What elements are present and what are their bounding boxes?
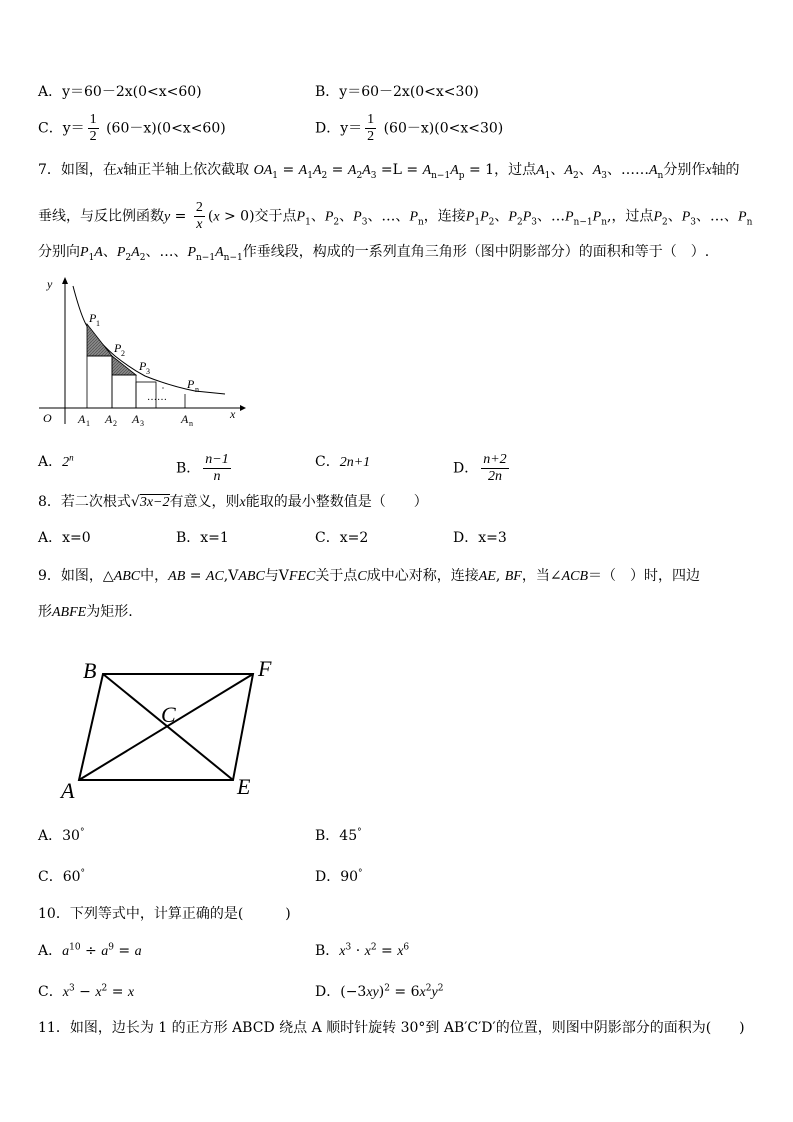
q7-line-3: 分别向$P_1A$、$P_2A_2$、…、$P_{n-1}A_{n-1}$作垂线段，构成的一系列直角三角形（图中阴影部分）的面积和等于（ ）.: [38, 244, 710, 263]
q7-option-d: D． $\frac{n+2}{2n}$: [453, 452, 507, 484]
svg-text:P: P: [187, 377, 195, 391]
svg-text:B: B: [83, 658, 97, 683]
q6-c-fraction: $\frac{1}{2}$: [89, 112, 97, 144]
q6-option-b: B．y＝60－2x(0<x<30): [315, 84, 479, 100]
svg-text:C: C: [161, 702, 176, 727]
shaded-triangle-2: [112, 356, 136, 375]
q7-line-1: 7．如图，在x轴正半轴上依次截取 $OA_1 = A_1A_2 = A_2A_3 =L = A_{n-1}A_p = 1$，过点$A_1$、$A_2$、$A_3$、$\dots\dots A_n$分别作x轴的: [38, 162, 740, 181]
fig-y-label: y: [47, 277, 53, 291]
q8-option-b: B．x=1: [176, 530, 229, 546]
q6-c-suffix: (60－x)(0<x<60): [106, 120, 226, 137]
q6-d-fraction: $\frac{1}{2}$: [367, 112, 375, 144]
svg-text:A: A: [181, 412, 189, 426]
q7-option-a: A．2$^n$: [38, 452, 74, 470]
q10-option-c: C．$x^3 - x^2 = x$: [38, 983, 135, 1000]
q9-figure: [55, 652, 295, 812]
fig-x-label: x: [230, 407, 236, 421]
q6-option-a: A．y＝60－2x(0<x<60): [38, 84, 202, 100]
svg-text:3: 3: [140, 419, 144, 428]
q9-option-a: A．30°: [38, 827, 85, 844]
q10-option-a: A．$a^{10} \div a^9 = a$: [38, 942, 142, 959]
svg-text:A: A: [78, 412, 86, 426]
svg-text:3: 3: [146, 367, 150, 376]
q9-option-c: C．60°: [38, 868, 86, 885]
svg-text:n: n: [195, 385, 199, 394]
q6-d-suffix: (60－x)(0<x<30): [383, 120, 504, 137]
q6-option-d: [315, 112, 503, 145]
svg-text:P: P: [114, 341, 122, 355]
svg-text:A: A: [132, 412, 140, 426]
svg-text:P: P: [139, 359, 147, 373]
shaded-triangle-1: [87, 324, 112, 356]
q10-option-b: B．$x^3 \cdot x^2 = x^6$: [315, 942, 410, 959]
q6-d-prefix: D．y＝: [315, 120, 363, 137]
svg-text:A: A: [105, 412, 113, 426]
diagonal-fa: [79, 674, 253, 780]
svg-text:1: 1: [86, 419, 90, 428]
q9-option-b: B．45°: [315, 827, 362, 844]
fig-origin-label: O: [43, 411, 52, 425]
q8-option-d: D．x=3: [453, 530, 507, 546]
svg-text:A: A: [61, 778, 75, 803]
svg-text:1: 1: [96, 319, 100, 328]
q9-line-2: 形ABFE为矩形.: [38, 604, 133, 620]
svg-text:2: 2: [121, 349, 125, 358]
svg-text:F: F: [258, 656, 272, 681]
q6-option-c: [38, 112, 226, 145]
diagonal-be: [103, 674, 233, 780]
q8-option-a: A．x=0: [38, 530, 91, 546]
q6-c-prefix: C．y＝: [38, 120, 85, 137]
q10-stem: 10．下列等式中，计算正确的是( ): [38, 906, 291, 922]
fig-dots: ……: [147, 392, 167, 403]
q9-option-d: D．90°: [315, 868, 363, 885]
q8-option-c: C．x=2: [315, 530, 369, 546]
q9-line-1: 9．如图，△ABC中，AB = AC,VABC与VFEC关于点C成中心对称，连接AE, BF，当∠ACB＝（ ）时，四边: [38, 568, 701, 584]
q7-figure: [35, 272, 250, 432]
svg-text:n: n: [189, 419, 193, 428]
q10-option-d: D．$(-3xy)^2 = 6x^2y^2$: [315, 983, 444, 1000]
svg-text:P: P: [89, 311, 97, 325]
svg-text:E: E: [237, 774, 251, 799]
q7-line-2: 垂线，与反比例函数y = $\frac{2}{x}$ (x > 0)交于点$P_1$、$P_2$、$P_3$、…、$P_n$，连接$P_1P_2$、$P_2P_3$、$\dots P_{n-1}P_n$,，过点$P_2$、$P_3$、…、$P_n$: [38, 200, 753, 232]
q7-option-b: B． $\frac{n-1}{n}$: [176, 452, 229, 484]
q7-option-c: C．2n+1: [315, 454, 371, 470]
svg-text:2: 2: [113, 419, 117, 428]
q11-stem: 11．如图，边长为 1 的正方形 ABCD 绕点 A 顺时针旋转 30°到 AB′C′D′的位置，则图中阴影部分的面积为( ): [38, 1020, 745, 1036]
q8-stem: 8．若二次根式√3x−2有意义，则x能取的最小整数值是（ ）: [38, 494, 428, 510]
